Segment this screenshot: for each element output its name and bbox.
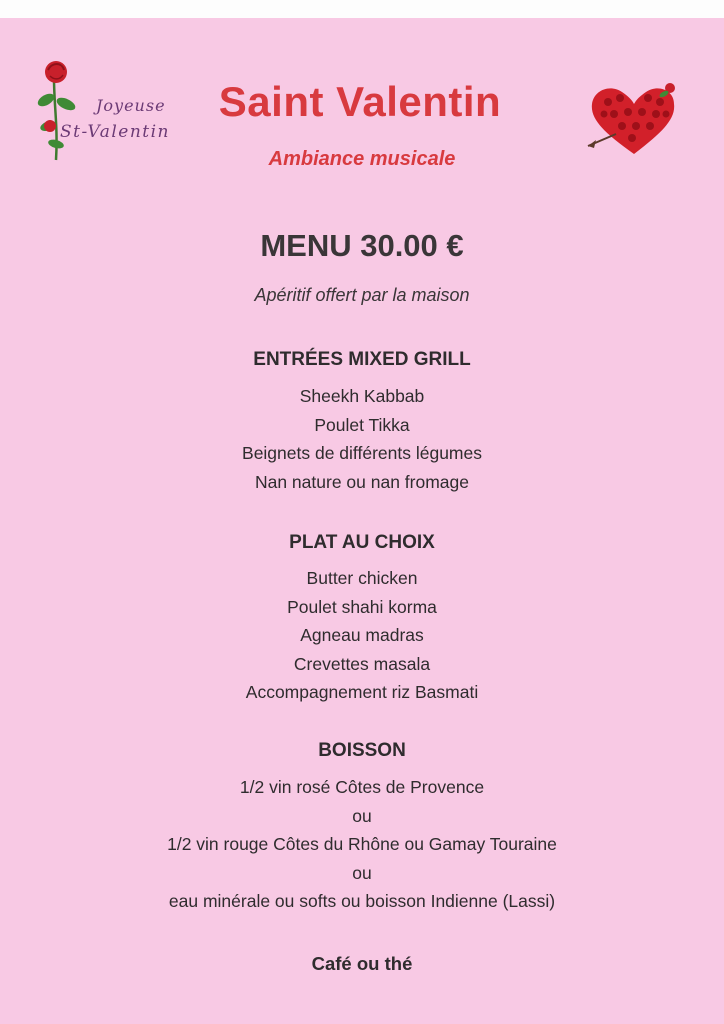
- section-heading-entrees: ENTRÉES MIXED GRILL: [253, 349, 471, 370]
- scan-top-margin: [0, 0, 724, 19]
- list-plat: [0, 564, 724, 707]
- page-title: Saint Valentin: [218, 78, 502, 125]
- rose-heart-icon: [586, 80, 682, 160]
- aperitif-note: Apéritif offert par la maison: [254, 285, 470, 305]
- list-item: eau minérale ou softs ou boisson Indienne (Lassi): [168, 891, 556, 911]
- list-entrees: [0, 382, 724, 496]
- list-boisson: [0, 773, 724, 916]
- list-item: Crevettes masala: [293, 653, 431, 674]
- list-item: ou: [352, 862, 372, 883]
- logo-text-st-valentin: St-Valentin: [60, 122, 170, 142]
- section-heading-plat: PLAT AU CHOIX: [289, 532, 435, 553]
- list-item: Beignets de différents légumes: [242, 443, 482, 463]
- subtitle: Ambiance musicale: [268, 148, 456, 170]
- list-item: Poulet Tikka: [314, 414, 410, 435]
- list-item: ou: [352, 805, 372, 826]
- list-item: 1/2 vin rouge Côtes du Rhône ou Gamay Touraine: [167, 834, 557, 854]
- list-item: Accompagnement riz Basmati: [245, 682, 479, 702]
- menu-price-title: MENU 30.00 €: [260, 228, 464, 263]
- list-item: Sheekh Kabbab: [299, 386, 425, 406]
- list-item: Poulet shahi korma: [287, 596, 437, 617]
- list-item: Butter chicken: [306, 568, 418, 588]
- cafe-ou-the: Café ou thé: [311, 953, 413, 974]
- section-heading-boisson: BOISSON: [318, 740, 406, 761]
- list-item: Nan nature ou nan fromage: [254, 471, 470, 492]
- rose-icon: [36, 56, 96, 164]
- list-item: 1/2 vin rosé Côtes de Provence: [239, 777, 485, 797]
- logo-text-joyeuse: Joyeuse: [96, 96, 166, 115]
- list-item: Agneau madras: [300, 625, 424, 645]
- joyeuse-st-valentin-logo: [36, 56, 196, 164]
